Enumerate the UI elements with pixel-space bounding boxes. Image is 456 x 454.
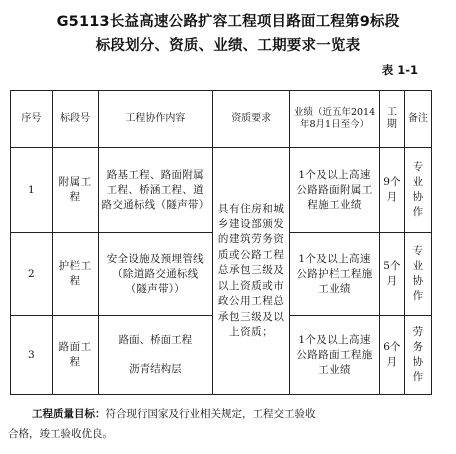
quality-goal-note [8,404,432,444]
header-qualification: 资质要求 [213,91,290,148]
header-scope: 工程协作内容 [98,91,213,148]
header-seq: 序号 [11,91,53,148]
document-title: G5113长益高速公路扩容工程项目路面工程第9标段 [56,14,400,30]
row-scope-line1: 路面、桥面工程 [118,334,193,346]
row-performance: 1个及以上高速公路路面附属工程施工业绩 [290,148,380,233]
qualification-merged-cell: 具有住房和城乡建设部颁发的建筑劳务资质或公路工程总承包三级及以上资质或市政公用工程总承包三级及以上资质； [213,148,290,395]
row-remark: 专业协作 [404,148,431,233]
row-section: 护栏工程 [52,233,98,316]
row-seq: 3 [11,316,53,395]
header-remark: 备注 [404,91,431,148]
table-header-row [11,91,432,148]
row-section: 附属工程 [52,148,98,233]
row-scope [98,316,213,395]
row-scope: 安全设施及预埋管线（除道路交通标线（隧声带）） [98,233,213,316]
row-performance: 1个及以上高速公路护栏工程施工业绩 [290,233,380,316]
row-remark: 专业协作 [404,233,431,316]
row-seq: 1 [11,148,53,233]
row-scope-line2: 沥青结构层 [129,363,182,375]
row-section: 路面工程 [52,316,98,395]
quality-goal-text-cont: 合格，竣工验收优良。 [8,428,113,440]
document-subtitle: 标段划分、资质、业绩、工期要求一览表 [95,38,361,54]
header-performance: 业绩（近五年2014年8月1日至今） [290,91,380,148]
header-section: 标段号 [52,91,98,148]
row-scope: 路基工程、路面附属工程、桥涵工程、道路交通标线（隧声带） [98,148,213,233]
row-performance: 1个及以上高速公路路面工程施工业绩 [290,316,380,395]
row-period: 5个月 [379,233,404,316]
row-period: 9个月 [379,148,404,233]
table-number: 表 1-1 [381,63,418,77]
header-period: 工期 [379,91,404,148]
table-row [11,148,432,233]
quality-goal-label: 工程质量目标： [32,408,106,420]
row-remark: 劳务协作 [404,316,431,395]
requirements-table [10,90,432,395]
quality-goal-text: 符合现行国家及行业相关规定，工程交工验收 [105,408,316,420]
row-seq: 2 [11,233,53,316]
row-period: 6个月 [379,316,404,395]
